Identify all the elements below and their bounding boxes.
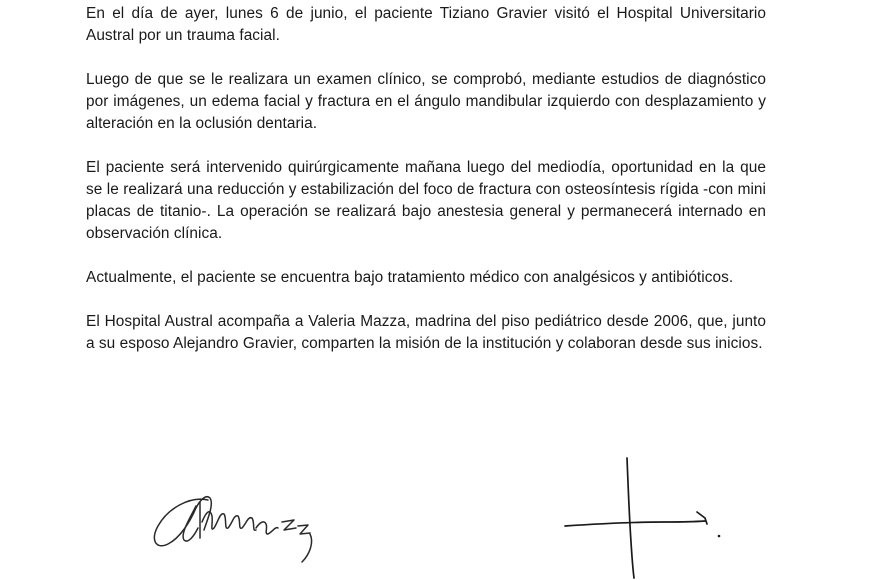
signature-left	[150, 478, 330, 580]
paragraph-diagnosis: Luego de que se le realizara un examen clínico, se comprobó, mediante estudios de diagnóstico por imágenes, un edema facial y fractura en el ángulo mandibular izquierdo con desplazamiento y alteración en la oclusión dentaria.	[86, 71, 766, 132]
paragraph-surgery: El paciente será intervenido quirúrgicamente mañana luego del mediodía, oportunidad en la que se le realizará una reducción y estabilización del foco de fractura con osteosíntesis rígida -con mini placas de titanio-. La operación se realizará bajo anestesia general y permanecerá internado en observación clínica.	[86, 159, 766, 242]
paragraph-treatment: Actualmente, el paciente se encuentra bajo tratamiento médico con analgésicos y antibióticos.	[86, 269, 734, 286]
paragraph-hospital: El Hospital Austral acompaña a Valeria Mazza, madrina del piso pediátrico desde 2006, que, junto a su esposo Alejandro Gravier, comparten la misión de la institución y colaboran desde sus inicios.	[86, 313, 766, 352]
paragraph-visit: En el día de ayer, lunes 6 de junio, el paciente Tiziano Gravier visitó el Hospital Universitario Austral por un trauma facial.	[86, 5, 766, 44]
signature-right	[555, 452, 735, 580]
document-body	[86, 0, 766, 377]
